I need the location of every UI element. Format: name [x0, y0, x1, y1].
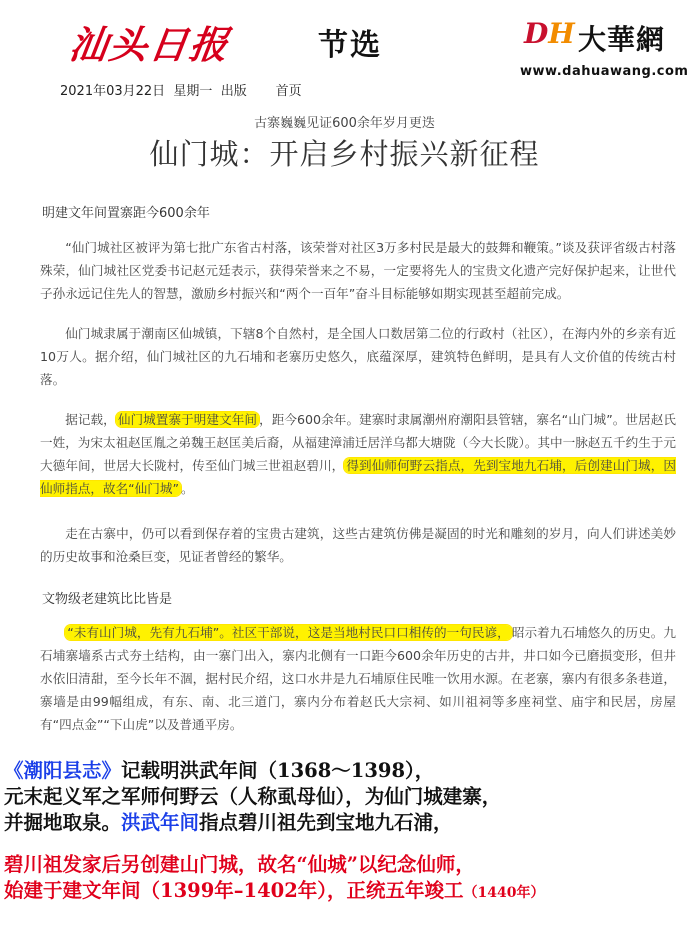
annotation-line [4, 810, 688, 836]
paragraph [40, 621, 676, 736]
text: 据记载， [65, 412, 116, 427]
text: 。 [181, 481, 194, 496]
text: ，距今600余年。建寨时隶属潮州府潮阳县管辖，寨名“山门城”。世居赵氏一姓，为宋太祖赵匡胤之弟魏王赵匡美后裔，从福建漳浦迁居洋乌都大塘陇（今大长陇）。其中一脉赵五千约生于元大德年间，世居大长陇村，传至仙门城三世祖赵碧川， [40, 412, 677, 473]
highlighted-text: “未有山门城，先有九石埔”。社区干部说，这是当地村民口口相传的一句民谚， [67, 625, 510, 640]
newspaper-logo: 汕头日报 [66, 22, 233, 67]
paragraph: 走在古寨中，仍可以看到保存着的宝贵古建筑，这些古建筑仿佛是凝固的时光和雕刻的岁月，向人们讲述美妙的历史故事和沧桑巨变，见证者曾经的繁华。 [40, 526, 676, 564]
date-line [60, 80, 302, 99]
text: （1440年） [463, 885, 545, 901]
article-kicker: 古寨巍巍见证600余年岁月更迭 [254, 116, 435, 131]
article-headline: 仙门城：开启乡村振兴新征程 [149, 137, 540, 171]
paragraph [40, 408, 676, 500]
text: 记载明洪武年间（1368～1398）， [121, 759, 435, 782]
paragraph: 仙门城隶属于潮南区仙城镇，下辖8个自然村，是全国人口数居第二位的行政村（社区），在海内外的乡亲有近10万人。据介绍，仙门城社区的九石埔和老寨历史悠久，底蕴深厚，建筑特色鲜明，是具有人文价值的传统古村落。 [40, 326, 676, 387]
section-title: 节选 [318, 28, 382, 63]
text: 昭示着九石埔悠久的历史。九石埔寨墙系古式夯土结构，由一寨门出入，寨内北侧有一口距今600余年历史的古井，井口如今已磨损变形，但井水依旧清甜，至今长年不涸，据村民介绍，这口水井是九石埔原住民唯一饮用水源。在老寨，寨内有很多条巷道，寨墙是由99幅组成，有东、南、北三道门，寨内分布着赵氏大宗祠、如川祖祠等多座祠堂、庙宇和民居，房屋有“四点金”“下山虎”以及普通平房。 [40, 625, 676, 732]
highlighted-text: 仙门城置寨于明建文年间 [117, 412, 258, 427]
page-label[interactable]: 首页 [275, 84, 302, 99]
annotation-emphasis: 洪武年间 [121, 811, 200, 834]
annotation-line: 元末起义军之军师何野云（人称虱母仙），为仙门城建寨， [4, 785, 502, 808]
text: 始建于建文年间（1399年–1402年），正统五年竣工 [4, 879, 464, 902]
annotation-line: 碧川祖发家后另创建山门城，故名“仙城”以纪念仙师， [4, 853, 475, 876]
text: 并掘地取泉。 [4, 811, 122, 834]
subheading: 明建文年间置寨距今600余年 [42, 206, 210, 221]
publish-date: 2021年03月22日 星期一 出版 [60, 84, 247, 99]
highlighted-text: 得到仙师何野云指点，先到宝地九石埔，后创建山门城，因仙师指点，故名“仙门城” [40, 458, 677, 496]
paragraph: “仙门城社区被评为第七批广东省古村落，该荣誉对社区3万多村民是最大的鼓舞和鞭策。”谈及获评省级古村落殊荣，仙门城社区党委书记赵元廷表示，获得荣誉来之不易，一定要将先人的宝贵文化遗产完好保护起来，让世代子孙永远记住先人的智慧，激励乡村振兴和“两个一百年”奋斗目标能够如期实现甚至超前完成。 [40, 240, 676, 301]
text: 指点碧川祖先到宝地九石浦， [199, 811, 453, 834]
annotation-source: 《潮阳县志》 [4, 759, 122, 782]
subheading: 文物级老建筑比比皆是 [42, 592, 173, 607]
site-url[interactable]: www.dahuawang.com [520, 64, 689, 79]
annotation-line [4, 758, 688, 784]
dahua-logo-icon: DH [524, 17, 575, 50]
site-name: 大華網 [578, 23, 666, 56]
annotation-line [4, 878, 688, 906]
